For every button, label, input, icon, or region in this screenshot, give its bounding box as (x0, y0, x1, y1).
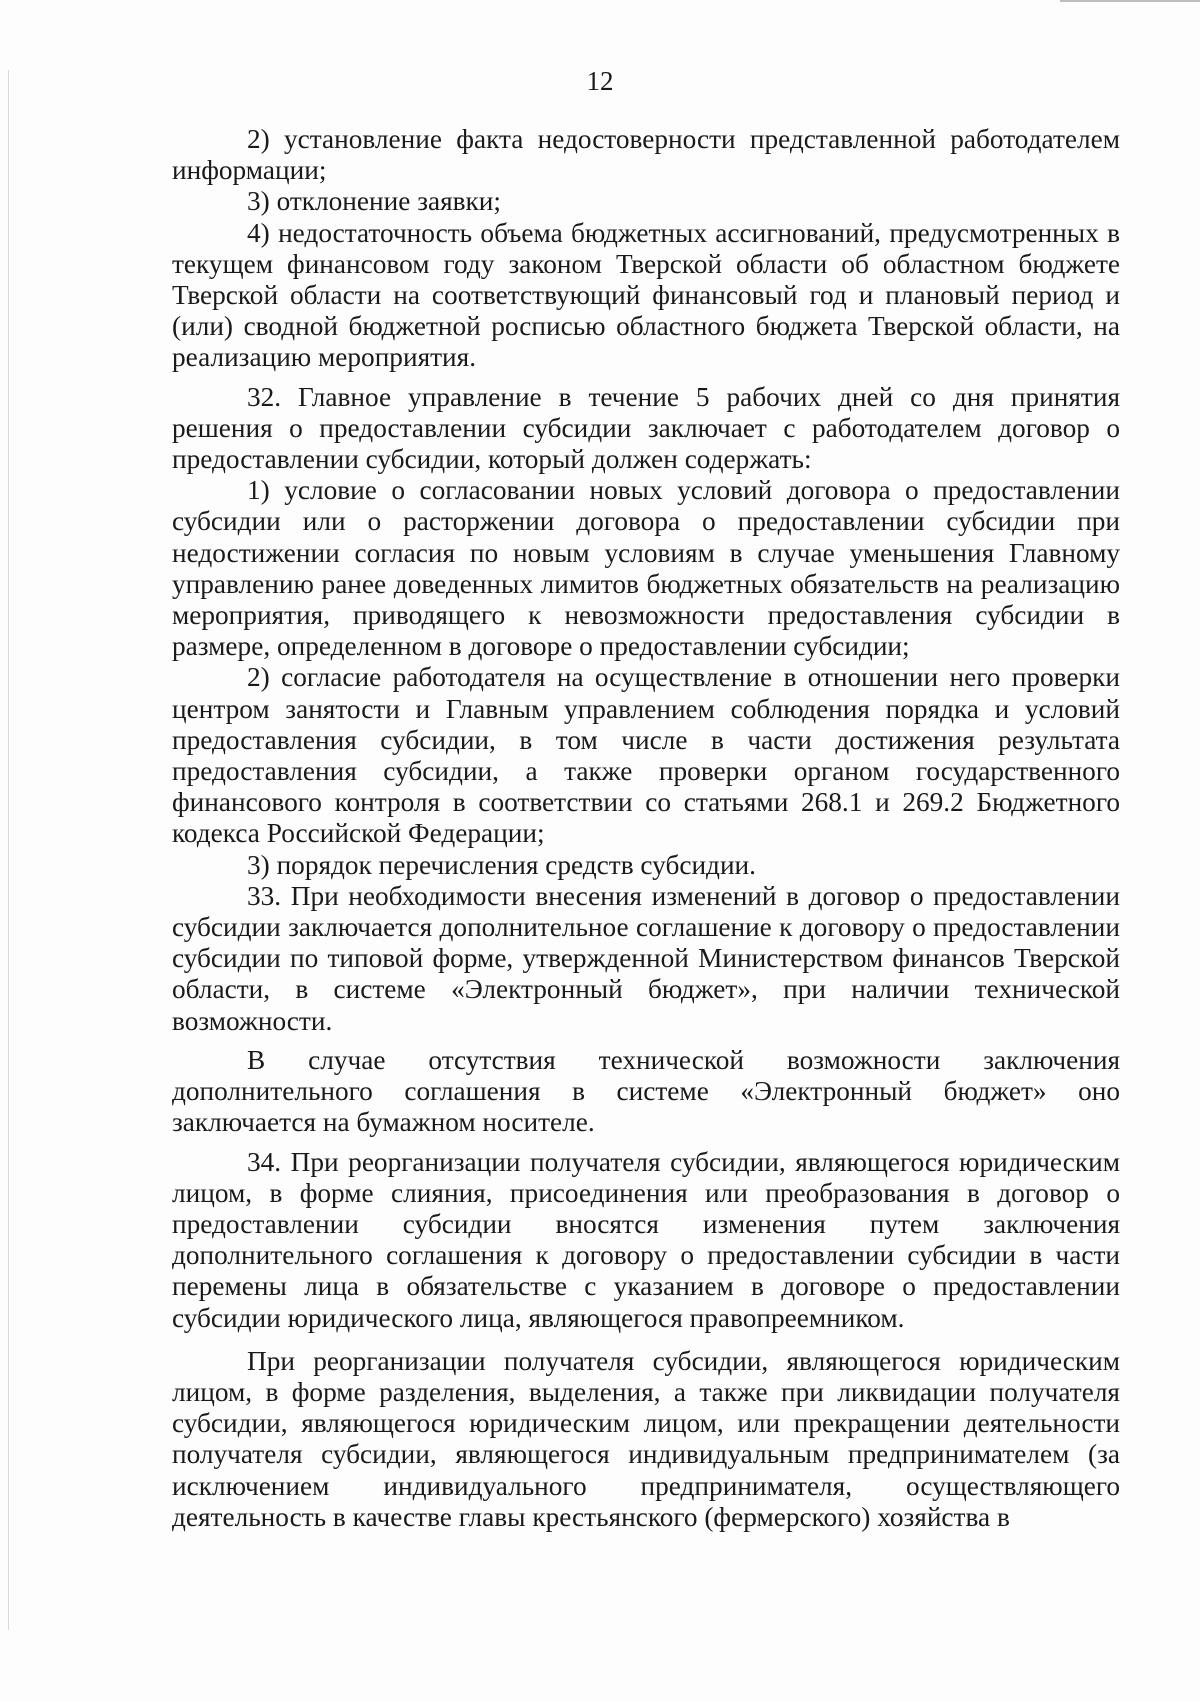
scan-edge-left (8, 70, 9, 1630)
paragraph-clause-34-continued: При реорганизации получателя субсидии, являющегося юридическим лицом, в форме разделения, выделения, а также при ликвидации получателя субсидии, являющегося юридическим лицом, или прекращении деятельности получателя субсидии, являющегося индивидуальным предпринимателем (за исключением индивидуального предпринимателя, осуществляющего деятельность в качестве главы крестьянского (фермерского) хозяйства в (172, 1345, 1120, 1532)
paragraph-clause-33: 33. При необходимости внесения изменений в договор о предоставлении субсидии заключается дополнительное соглашение к договору о предоставлении субсидии по типовой форме, утвержденной Министерством финансов Тверской области, в системе «Электронный бюджет», при наличии технической возможности. (172, 880, 1120, 1036)
paragraph-clause-32-item-1: 1) условие о согласовании новых условий договора о предоставлении субсидии или о расторжении договора о предоставлении субсидии при недостижении согласия по новым условиям в случае уменьшения Главному управлению ранее доведенных лимитов бюджетных обязательств на реализацию мероприятия, приводящего к невозможности предоставления субсидии в размере, определенном в договоре о предоставлении субсидии; (172, 475, 1120, 662)
scan-edge-top (1060, 0, 1200, 2)
paragraph-item-3-rejection: 3) отклонение заявки; (247, 186, 501, 217)
paragraph-clause-33-paper: В случае отсутствия технической возможности заключения дополнительного соглашения в системе «Электронный бюджет» оно заключается на бумажном носителе. (172, 1044, 1120, 1138)
document-body (172, 124, 1120, 1533)
paragraph-clause-34: 34. При реорганизации получателя субсидии, являющегося юридическим лицом, в форме слияния, присоединения или преобразования в договор о предоставлении субсидии вносятся изменения путем заключения дополнительного соглашения к договору о предоставлении субсидии в части перемены лица в обязательстве с указанием в договоре о предоставлении субсидии юридического лица, являющегося правопреемником. (172, 1146, 1120, 1333)
paragraph-item-4-insufficient-funds: 4) недостаточность объема бюджетных ассигнований, предусмотренных в текущем финансовом году законом Тверской области об областном бюджете Тверской области на соответствующий финансовый год и плановый период и (или) сводной бюджетной росписью областного бюджета Тверской области, на реализацию мероприятия. (172, 217, 1120, 373)
paragraph-clause-32: 32. Главное управление в течение 5 рабочих дней со дня принятия решения о предоставлении субсидии заключает с работодателем договор о предоставлении субсидии, который должен содержать: (172, 381, 1120, 475)
paragraph-item-2-falsity: 2) установление факта недостоверности представленной работодателем информации; (172, 124, 1120, 186)
page-number: 12 (586, 66, 614, 96)
paragraph-clause-32-item-3: 3) порядок перечисления средств субсидии. (247, 849, 756, 880)
paragraph-clause-32-item-2: 2) согласие работодателя на осуществление в отношении него проверки центром занятости и Главным управлением соблюдения порядка и условий предоставления субсидии, в том числе в части достижения результата предоставления субсидии, а также проверки органом государственного финансового контроля в соответствии со статьями 268.1 и 269.2 Бюджетного кодекса Российской Федерации; (172, 662, 1120, 849)
